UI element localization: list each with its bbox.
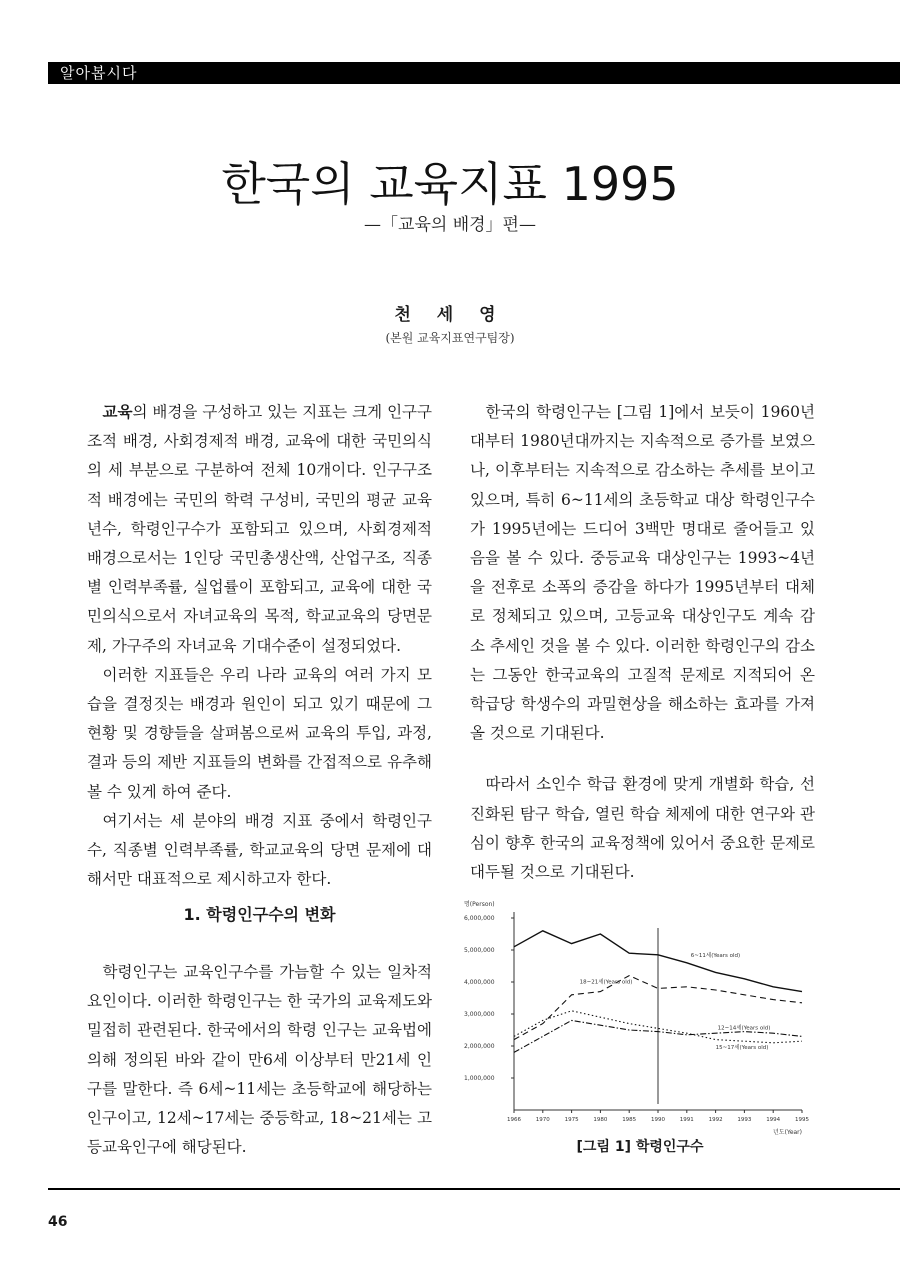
chart-svg [462,896,812,1136]
paragraph [87,398,432,661]
x-tick-label: 1993 [737,1117,752,1123]
y-tick-label: 4,000,000 [464,979,495,986]
y-tick-label: 1,000,000 [464,1075,495,1082]
lead-word: 교육 [102,403,133,421]
left-column [87,398,432,894]
paragraph: 한국의 학령인구는 [그림 1]에서 보듯이 1960년대부터 1980년대까지는 지속적으로 증가를 보였으나, 이후부터는 지속적으로 감소하는 추세를 보이고 있으며, 특히 6~11세의 초등학교 대상 학령인구수가 1995년에는 드디어 3백만 명대로 줄어들고 있음을 볼 수 있다. 중등교육 대상인구는 1993~4년을 전후로 소폭의 증감을 하다가 1995년부터 대체로 정체되고 있으며, 고등교육 대상인구도 계속 감소 추세인 것을 볼 수 있다. 이러한 학령인구의 감소는 그동안 한국교육의 고질적 문제로 지적되어 온 학급당 학생수의 과밀현상을 해소하는 효과를 가져올 것으로 기대된다. [470,403,815,743]
section-band [48,62,900,84]
chart-caption: [그림 1] 학령인구수 [576,1139,704,1155]
paragraph: 여기서는 세 분야의 배경 지표 중에서 학령인구수, 직종별 인력부족률, 학교교육의 당면 문제에 대해서만 대표적으로 제시하고자 한다. [87,811,432,889]
y-tick-label: 6,000,000 [464,915,495,922]
y-tick-label: 2,000,000 [464,1043,495,1050]
x-tick-label: 1994 [766,1117,781,1123]
right-column [470,398,815,887]
x-tick-label: 1991 [679,1117,694,1123]
paragraph: 학령인구는 교육인구수를 가늠할 수 있는 일차적 요인이다. 이러한 학령인구는 한 국가의 교육제도와 밀접히 관련된다. 한국에서의 학령 인구는 교육법에 의해 정의된 바와 같이 만6세 이상부터 만21세 인구를 말한다. 즉 6세~11세는 초등학교에 해당하는 인구이고, 12세~17세는 중등학교, 18~21세는 고등교육인구에 해당된다. [87,963,432,1157]
x-tick-label: 1995 [795,1117,809,1123]
x-tick-label: 1970 [535,1117,550,1123]
paragraph: 따라서 소인수 학급 환경에 맞게 개별화 학습, 선진화된 탐구 학습, 열린 학습 체제에 대한 연구와 관심이 향후 한국의 교육정책에 있어서 중요한 문제로 대두될 것으로 기대된다. [470,775,815,882]
section-heading: 1. 학령인구수의 변화 [183,905,336,924]
x-tick-label: 1980 [593,1117,608,1123]
paragraph: 이러한 지표들은 우리 나라 교육의 여러 가지 모습을 결정짓는 배경과 원인이 되고 있기 때문에 그 현황 및 경향들을 살펴봄으로써 교육의 투입, 과정, 결과 등의 제반 지표들의 변화를 간접적으로 유추해 볼 수 있게 하여 준다. [87,665,432,801]
series-label: 6~11세(Years old) [690,952,741,959]
x-tick-label: 1966 [507,1117,521,1123]
y-tick-label: 3,000,000 [464,1011,495,1018]
paragraph-text: 의 배경을 구성하고 있는 지표는 크게 인구구조적 배경, 사회경제적 배경, 교육에 대한 국민의식의 세 부분으로 구분하여 전체 10개이다. 인구구조적 배경에는 국민의 학력 구성비, 국민의 평균 교육년수, 학령인구수가 포함되고 있으며, 사회경제적 배경으로서는 1인당 국민총생산액, 산업구조, 직종별 인력부족률, 실업률이 포함되고, 교육에 대한 국민의식으로서 자녀교육의 목적, 학교교육의 당면문제, 가구주의 자녀교육 기대수준이 설정되었다. [87,403,432,655]
y-axis-label: 명(Person) [464,901,495,908]
series-label: 18~21세(Years old) [579,979,633,986]
article-subtitle: —「교육의 배경」편— [364,215,536,235]
y-tick-label: 5,000,000 [464,947,495,954]
page-number: 46 [48,1214,68,1230]
x-tick-label: 1975 [564,1117,579,1123]
section-label: 알아봅시다 [60,64,138,82]
article-title: 한국의 교육지표 1995 [221,157,679,211]
author-affiliation: (본원 교육지표연구팀장) [385,331,515,345]
population-chart [462,896,812,1164]
x-tick-label: 1990 [651,1117,665,1123]
bottom-rule [48,1188,900,1190]
x-tick-label: 1985 [622,1117,637,1123]
author-name: 천 세 영 [394,305,506,325]
series-label: 12~14세(Years old) [717,1025,771,1032]
series-label: 15~17세(Years old) [715,1045,769,1052]
x-tick-label: 1992 [708,1117,723,1123]
x-axis-label: 년도(Year) [773,1129,802,1136]
left-column-2 [87,958,432,1162]
